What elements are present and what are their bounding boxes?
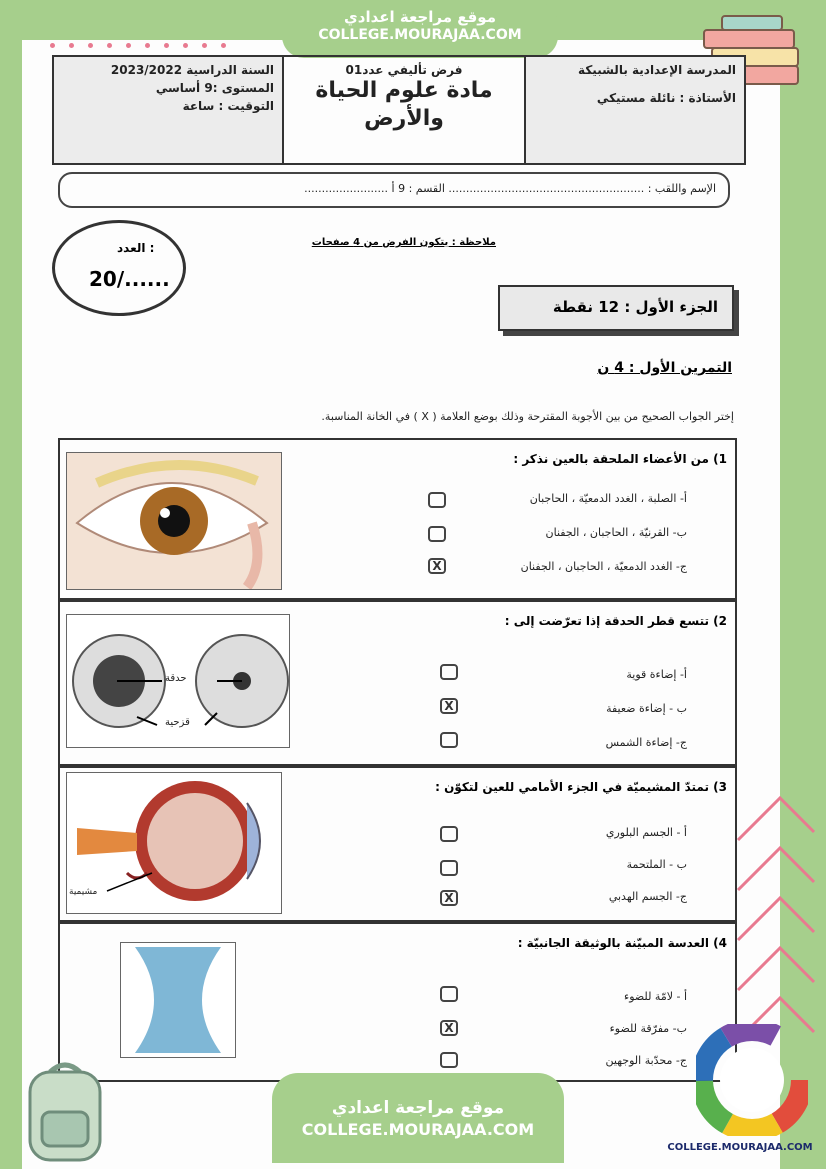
site-arabic-name: موقع مراجعة اعدادي (331, 1098, 505, 1118)
option-a: أ- إضاءة قوية (626, 668, 687, 681)
eyeball-image (66, 772, 282, 914)
option-b: ب- مفرّقة للضوء (609, 1022, 687, 1035)
school-cell (524, 57, 744, 163)
duration: التوقيت : ساعة (182, 99, 274, 113)
pupil-image (66, 614, 290, 748)
site-domain: COLLEGE.MOURAJAA.COM (318, 27, 522, 43)
subject-line1: مادة علوم الحياة (315, 78, 493, 103)
checkbox-b[interactable]: X (440, 1020, 458, 1036)
checkbox-a[interactable] (428, 492, 446, 508)
chevrons-decoration-icon (734, 790, 818, 1050)
label-iris: قزحية (165, 717, 190, 728)
school-name: المدرسة الإعدادية بالشبيكة (578, 63, 736, 77)
score-circle (52, 220, 186, 316)
backpack-icon (20, 1058, 110, 1162)
checkbox-b[interactable] (440, 860, 458, 876)
top-site-banner[interactable] (282, 2, 558, 58)
school-year: السنة الدراسية 2023/2022 (110, 63, 274, 77)
score-value: 20/...... (89, 267, 170, 291)
info-cell (54, 57, 282, 163)
option-a: أ- الصلبة ، الغدد الدمعيّة ، الحاجبان (529, 492, 687, 505)
question-title: 2) تتسع قطر الحدقة إذا تعرّضت إلى : (504, 614, 727, 628)
checkbox-c[interactable] (440, 1052, 458, 1068)
option-c: ج- الغدد الدمعيّة ، الحاجبان ، الجفنان (520, 560, 687, 573)
test-label: فرض تأليفي عدد01 (345, 63, 463, 77)
teacher-name: الأستاذة : نائلة مستيكي (596, 91, 736, 105)
site-arabic-name: موقع مراجعة اعدادي (344, 8, 496, 26)
lens-image (120, 942, 236, 1058)
option-c: ج- إضاءة الشمس (605, 736, 687, 749)
subject-line2: والأرض (364, 106, 444, 131)
checkbox-a[interactable] (440, 826, 458, 842)
option-c: ج- الجسم الهدبي (608, 890, 687, 903)
label-pupil: حدقة (165, 673, 187, 684)
level: المستوى :9 أساسي (155, 81, 274, 95)
question-1 (58, 438, 737, 600)
option-b: ب- القرنيّة ، الحاجبان ، الجفنان (545, 526, 687, 539)
eye-icon (67, 453, 281, 589)
question-title: 1) من الأعضاء الملحقة بالعين نذكر : (513, 452, 727, 466)
question-4 (58, 922, 737, 1082)
option-b: ب - الملتحمة (626, 858, 687, 871)
pages-note: ملاحظة : يتكون الفرض من 4 صفحات (311, 237, 496, 248)
checkbox-c[interactable] (440, 732, 458, 748)
decorative-dots (50, 43, 240, 51)
score-label: العدد : (117, 241, 155, 255)
eye-image (66, 452, 282, 590)
question-title: 3) تمتدّ المشيميّة في الجزء الأمامي للعين لتكوّن : (435, 780, 727, 794)
question-title: 4) العدسة المبيّنة بالوثيقة الجانبيّة : (517, 936, 727, 950)
site-domain: COLLEGE.MOURAJAA.COM (301, 1120, 535, 1139)
exam-header-table (52, 55, 746, 165)
checkbox-b[interactable] (428, 526, 446, 542)
option-b: ب - إضاءة ضعيفة (606, 702, 687, 715)
logo-caption: COLLEGE.MOURAJAA.COM (667, 1142, 813, 1153)
circular-logo-icon (696, 1024, 808, 1136)
question-3 (58, 766, 737, 922)
label-choroid: مشيمية (69, 887, 98, 897)
option-a: أ - الجسم البلوري (605, 826, 687, 839)
checkbox-b[interactable]: X (440, 698, 458, 714)
instruction-text: إختر الجواب الصحيح من بين الأجوبة المقترحة وذلك بوضع العلامة ( X ) في الخانة المناسبة. (321, 410, 734, 423)
bottom-site-banner[interactable] (272, 1073, 564, 1163)
checkbox-c[interactable]: X (440, 890, 458, 906)
question-2 (58, 600, 737, 766)
checkbox-a[interactable] (440, 664, 458, 680)
option-c: ج- محدّبة الوجهين (605, 1054, 687, 1067)
student-name-field[interactable]: الإسم واللقب : ........................................................ القسم : 9 أ ........................ (58, 172, 730, 208)
checkbox-c[interactable]: X (428, 558, 446, 574)
checkbox-a[interactable] (440, 986, 458, 1002)
title-cell (282, 57, 524, 163)
eyeball-section-icon (67, 773, 281, 913)
concave-lens-icon (121, 943, 235, 1057)
part-title: الجزء الأول : 12 نقطة (498, 285, 734, 331)
exercise-title: التمرين الأول : 4 ن (597, 360, 732, 376)
option-a: أ - لامّة للضوء (624, 990, 687, 1003)
